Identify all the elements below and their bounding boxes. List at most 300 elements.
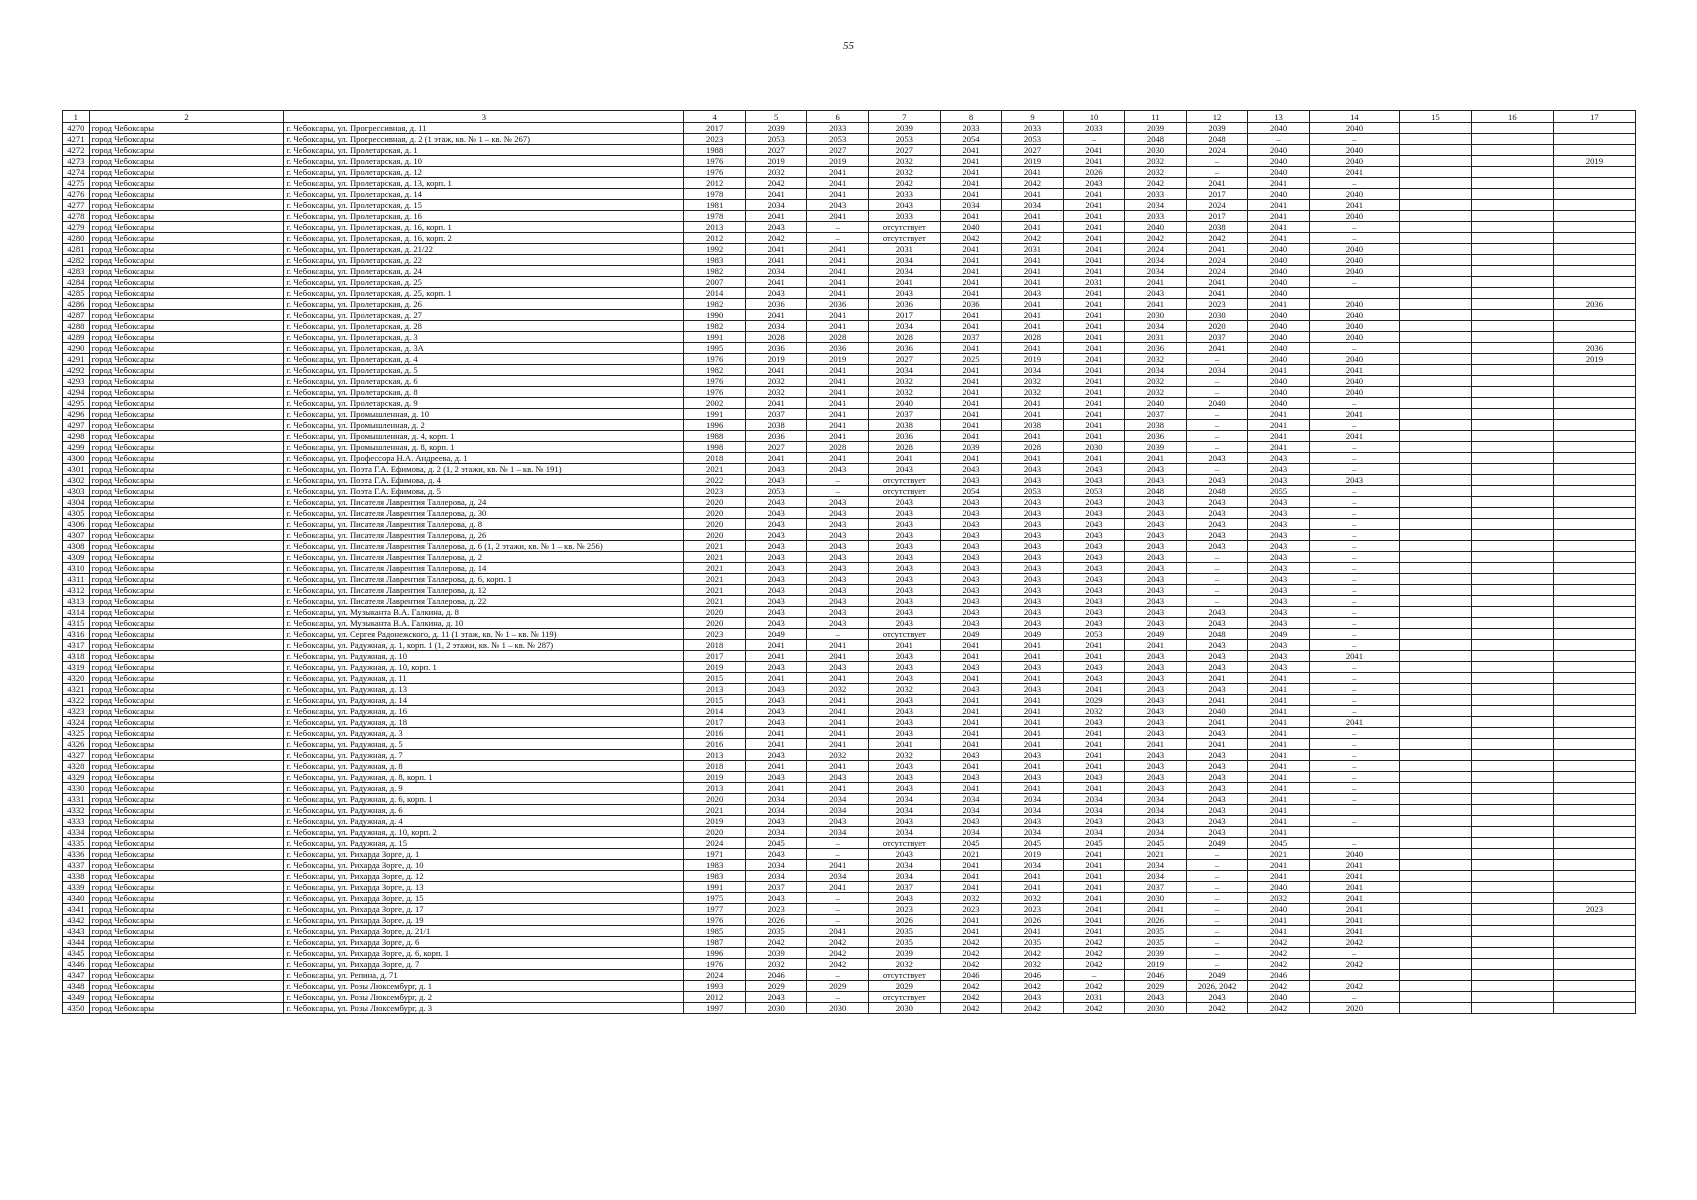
table-cell: 2039 [1125, 442, 1187, 453]
column-header: 10 [1063, 111, 1125, 123]
table-cell: – [1309, 684, 1399, 695]
table-cell: – [807, 992, 869, 1003]
table-cell: 2041 [1248, 233, 1310, 244]
table-cell: 2043 [1186, 497, 1248, 508]
table-cell: 2034 [1125, 860, 1187, 871]
table-cell [1400, 926, 1472, 937]
table-cell: 2043 [1125, 772, 1187, 783]
table-cell: 2041 [1002, 255, 1064, 266]
table-cell: 2043 [745, 684, 807, 695]
table-cell [1400, 343, 1472, 354]
column-header: 15 [1400, 111, 1472, 123]
table-cell: г. Чебоксары, ул. Пролетарская, д. 10 [284, 156, 684, 167]
table-cell: 2043 [1063, 464, 1125, 475]
table-cell: 2040 [1248, 266, 1310, 277]
table-cell: 2041 [1248, 772, 1310, 783]
table-cell: 2041 [807, 365, 869, 376]
table-cell: 2043 [1002, 563, 1064, 574]
table-cell: 2040 [1248, 167, 1310, 178]
table-cell: 2031 [1063, 992, 1125, 1003]
table-cell: 2043 [807, 200, 869, 211]
table-cell: 2034 [868, 255, 940, 266]
table-cell: 2043 [745, 475, 807, 486]
table-cell: 1976 [684, 915, 746, 926]
table-cell: – [1186, 959, 1248, 970]
table-cell: – [1186, 926, 1248, 937]
table-cell [1400, 508, 1472, 519]
table-cell: 2041 [1186, 739, 1248, 750]
table-cell: 2041 [940, 695, 1002, 706]
table-cell: 2026 [1125, 915, 1187, 926]
table-cell: 2048 [1125, 134, 1187, 145]
table-cell [1400, 321, 1472, 332]
table-row [63, 915, 1636, 926]
table-cell: 2042 [1309, 981, 1399, 992]
table-cell [1471, 794, 1553, 805]
table-cell: 2041 [1309, 860, 1399, 871]
table-cell: – [1186, 387, 1248, 398]
table-cell: 2041 [1002, 409, 1064, 420]
table-cell: 2028 [1002, 332, 1064, 343]
table-cell: 2040 [1248, 882, 1310, 893]
table-cell: 2041 [1125, 904, 1187, 915]
table-cell: 2018 [684, 761, 746, 772]
table-cell: 2037 [745, 882, 807, 893]
table-cell: 2043 [1125, 783, 1187, 794]
table-cell: 2030 [1125, 893, 1187, 904]
table-cell [1471, 761, 1553, 772]
table-cell: 2043 [745, 607, 807, 618]
table-cell: 2034 [807, 805, 869, 816]
table-row [63, 299, 1636, 310]
table-cell: 4299 [63, 442, 90, 453]
table-cell: город Чебоксары [89, 629, 284, 640]
table-cell: 2018 [684, 453, 746, 464]
table-cell: 2041 [940, 376, 1002, 387]
table-cell: 2041 [807, 706, 869, 717]
table-cell: 4310 [63, 563, 90, 574]
table-row [63, 596, 1636, 607]
table-cell: 2043 [1002, 497, 1064, 508]
table-cell: 2037 [1125, 882, 1187, 893]
table-cell: – [1186, 871, 1248, 882]
table-cell [1553, 750, 1635, 761]
table-cell: – [1309, 442, 1399, 453]
table-cell: 2043 [1248, 453, 1310, 464]
table-cell: 2041 [940, 266, 1002, 277]
table-row [63, 849, 1636, 860]
table-cell [1553, 552, 1635, 563]
table-cell: 4276 [63, 189, 90, 200]
table-cell [1471, 981, 1553, 992]
table-cell [1553, 431, 1635, 442]
table-cell: 2043 [868, 519, 940, 530]
table-cell: 2048 [1186, 134, 1248, 145]
table-cell: 2043 [1063, 607, 1125, 618]
table-cell: 2043 [807, 497, 869, 508]
table-cell [1471, 552, 1553, 563]
table-cell: 4326 [63, 739, 90, 750]
table-cell: 2032 [807, 750, 869, 761]
table-cell: 2041 [1248, 860, 1310, 871]
table-cell [1471, 992, 1553, 1003]
table-cell: 2041 [940, 365, 1002, 376]
table-cell [1400, 937, 1472, 948]
table-cell: г. Чебоксары, ул. Пролетарская, д. 16, корп. 2 [284, 233, 684, 244]
table-cell: 2041 [1248, 365, 1310, 376]
table-row [63, 123, 1636, 134]
table-cell: 2034 [745, 321, 807, 332]
table-cell: отсутствует [868, 486, 940, 497]
table-cell: 2041 [745, 398, 807, 409]
table-row [63, 200, 1636, 211]
table-cell: город Чебоксары [89, 673, 284, 684]
table-cell: 2043 [868, 563, 940, 574]
table-cell: г. Чебоксары, ул. Розы Люксембург, д. 1 [284, 981, 684, 992]
table-cell: 2033 [807, 123, 869, 134]
table-cell: город Чебоксары [89, 893, 284, 904]
table-cell [1400, 772, 1472, 783]
table-cell: 2043 [868, 596, 940, 607]
table-cell: город Чебоксары [89, 805, 284, 816]
column-header: 8 [940, 111, 1002, 123]
table-cell: 2043 [868, 662, 940, 673]
table-cell: – [1186, 948, 1248, 959]
table-cell: 2045 [1248, 838, 1310, 849]
table-cell: 2041 [807, 376, 869, 387]
table-row [63, 838, 1636, 849]
table-cell: 2043 [807, 772, 869, 783]
table-cell: 2041 [1002, 695, 1064, 706]
table-cell: 2034 [868, 266, 940, 277]
table-row [63, 453, 1636, 464]
table-cell: 2053 [1002, 134, 1064, 145]
table-cell: город Чебоксары [89, 233, 284, 244]
table-cell: 2041 [940, 409, 1002, 420]
table-cell: г. Чебоксары, ул. Рихарда Зорге, д. 17 [284, 904, 684, 915]
table-cell: 2019 [745, 156, 807, 167]
table-cell: – [1309, 662, 1399, 673]
table-cell: 2039 [1186, 123, 1248, 134]
table-cell [1400, 288, 1472, 299]
table-cell: 2043 [1125, 475, 1187, 486]
table-cell [1400, 948, 1472, 959]
table-cell: 2032 [1002, 387, 1064, 398]
table-cell: город Чебоксары [89, 728, 284, 739]
table-cell: 2041 [1002, 211, 1064, 222]
table-cell: 2034 [940, 827, 1002, 838]
table-cell: 2043 [1063, 552, 1125, 563]
table-cell [1553, 266, 1635, 277]
table-cell [1471, 244, 1553, 255]
table-row [63, 244, 1636, 255]
table-cell: 2023 [684, 134, 746, 145]
table-cell: 1976 [684, 167, 746, 178]
table-cell: 2040 [1248, 244, 1310, 255]
table-cell: 4341 [63, 904, 90, 915]
table-cell: 2043 [1002, 552, 1064, 563]
table-cell: 1971 [684, 849, 746, 860]
table-cell [1553, 134, 1635, 145]
table-cell: 2041 [1248, 915, 1310, 926]
table-cell: 2041 [745, 673, 807, 684]
table-cell: 2043 [868, 200, 940, 211]
table-cell: город Чебоксары [89, 486, 284, 497]
table-cell: г. Чебоксары, ул. Радужная, д. 10 [284, 651, 684, 662]
table-cell: 1975 [684, 893, 746, 904]
table-cell: 4309 [63, 552, 90, 563]
table-cell: 2036 [1553, 343, 1635, 354]
table-cell: 2045 [1002, 838, 1064, 849]
table-cell: г. Чебоксары, ул. Писателя Лаврентия Таллерова, д. 30 [284, 508, 684, 519]
table-cell: 2027 [745, 145, 807, 156]
table-cell: 4285 [63, 288, 90, 299]
table-cell: г. Чебоксары, ул. Промышленная, д. 4, корп. 1 [284, 431, 684, 442]
table-cell: 1991 [684, 332, 746, 343]
table-cell: г. Чебоксары, ул. Пролетарская, д. 24 [284, 266, 684, 277]
table-cell: 2041 [940, 926, 1002, 937]
table-cell: 2041 [1248, 926, 1310, 937]
table-cell: 2041 [1063, 783, 1125, 794]
table-cell: г. Чебоксары, ул. Розы Люксембург, д. 2 [284, 992, 684, 1003]
table-cell: 2020 [684, 497, 746, 508]
table-cell: 2030 [868, 1003, 940, 1014]
table-cell: 2041 [1063, 750, 1125, 761]
table-cell: г. Чебоксары, ул. Писателя Лаврентия Таллерова, д. 6, корп. 1 [284, 574, 684, 585]
table-cell: г. Чебоксары, ул. Пролетарская, д. 25, корп. 1 [284, 288, 684, 299]
table-cell: 2027 [1002, 145, 1064, 156]
table-cell: 2029 [1063, 695, 1125, 706]
table-cell: 2041 [807, 926, 869, 937]
table-cell: 4281 [63, 244, 90, 255]
table-cell: 2043 [868, 772, 940, 783]
table-cell: 2034 [1125, 255, 1187, 266]
table-row [63, 497, 1636, 508]
table-cell [1400, 651, 1472, 662]
table-cell: – [1309, 420, 1399, 431]
table-cell: 2020 [684, 607, 746, 618]
table-cell: 2034 [1125, 827, 1187, 838]
table-cell: 4278 [63, 211, 90, 222]
table-cell: 2041 [1186, 178, 1248, 189]
table-cell: 2043 [1063, 178, 1125, 189]
table-cell: 2043 [1002, 574, 1064, 585]
table-cell [1400, 607, 1472, 618]
table-cell [1553, 420, 1635, 431]
table-cell [1400, 992, 1472, 1003]
table-cell: город Чебоксары [89, 508, 284, 519]
table-cell: город Чебоксары [89, 651, 284, 662]
table-cell: 2043 [940, 772, 1002, 783]
table-cell: 2041 [745, 453, 807, 464]
table-cell: 2043 [807, 464, 869, 475]
table-cell: – [1309, 607, 1399, 618]
table-cell [1400, 640, 1472, 651]
table-cell: 2034 [1125, 794, 1187, 805]
table-cell: 2040 [1248, 343, 1310, 354]
table-cell: 2041 [807, 288, 869, 299]
table-cell: – [1309, 618, 1399, 629]
table-cell: 2031 [1002, 244, 1064, 255]
table-cell: 2033 [868, 211, 940, 222]
table-cell [1400, 970, 1472, 981]
table-cell [1553, 123, 1635, 134]
table-cell: 2041 [1063, 871, 1125, 882]
table-cell [1553, 959, 1635, 970]
table-cell: 2036 [868, 343, 940, 354]
table-row [63, 288, 1636, 299]
table-cell: 4319 [63, 662, 90, 673]
table-cell: 2038 [745, 420, 807, 431]
table-cell: 2048 [1125, 486, 1187, 497]
table-cell [1400, 299, 1472, 310]
table-cell: 2014 [684, 706, 746, 717]
table-cell: 4330 [63, 783, 90, 794]
table-cell: 2043 [1125, 288, 1187, 299]
table-cell: – [1309, 453, 1399, 464]
table-cell [1471, 475, 1553, 486]
table-row [63, 607, 1636, 618]
table-cell: 2043 [1125, 552, 1187, 563]
table-cell: 2032 [807, 684, 869, 695]
table-cell: 2041 [745, 189, 807, 200]
table-cell: 4317 [63, 640, 90, 651]
table-cell: 2021 [684, 563, 746, 574]
table-cell: 2043 [940, 475, 1002, 486]
table-cell: 2041 [1002, 651, 1064, 662]
table-cell [1471, 706, 1553, 717]
table-cell [1553, 189, 1635, 200]
table-cell: 2043 [745, 772, 807, 783]
table-cell [1553, 409, 1635, 420]
table-cell: 2041 [1002, 783, 1064, 794]
table-cell: 2041 [745, 365, 807, 376]
table-cell: 2043 [745, 706, 807, 717]
table-cell: 2041 [1248, 178, 1310, 189]
table-cell: 4325 [63, 728, 90, 739]
table-cell [1471, 222, 1553, 233]
table-cell: г. Чебоксары, ул. Радужная, д. 11 [284, 673, 684, 684]
column-header: 11 [1125, 111, 1187, 123]
table-cell: 2043 [1063, 673, 1125, 684]
table-cell: 2041 [940, 420, 1002, 431]
table-cell: 2041 [1309, 717, 1399, 728]
table-cell: г. Чебоксары, ул. Поэта Г.А. Ефимова, д. 5 [284, 486, 684, 497]
table-cell: – [1063, 970, 1125, 981]
table-cell: 2043 [1248, 651, 1310, 662]
table-cell: 2034 [1002, 860, 1064, 871]
table-cell: 2020 [684, 827, 746, 838]
table-cell [1553, 926, 1635, 937]
table-cell: 4320 [63, 673, 90, 684]
table-cell: 2018 [684, 640, 746, 651]
table-cell: 2041 [940, 288, 1002, 299]
table-cell: 2032 [745, 387, 807, 398]
table-cell [1471, 431, 1553, 442]
table-cell: 2034 [745, 266, 807, 277]
table-cell [1471, 805, 1553, 816]
table-cell [1471, 673, 1553, 684]
table-cell: 2043 [1125, 761, 1187, 772]
table-cell: г. Чебоксары, ул. Рихарда Зорге, д. 21/1 [284, 926, 684, 937]
table-row [63, 970, 1636, 981]
table-cell: 2043 [1002, 992, 1064, 1003]
table-cell: город Чебоксары [89, 937, 284, 948]
table-cell: 2037 [868, 882, 940, 893]
table-cell: 2041 [1248, 783, 1310, 794]
table-cell: 2043 [745, 519, 807, 530]
table-cell: г. Чебоксары, ул. Радужная, д. 4 [284, 816, 684, 827]
table-cell: 1976 [684, 354, 746, 365]
table-cell [1400, 673, 1472, 684]
table-cell: 2023 [940, 904, 1002, 915]
table-cell: г. Чебоксары, ул. Пролетарская, д. 13, корп. 1 [284, 178, 684, 189]
table-cell: город Чебоксары [89, 761, 284, 772]
table-cell: город Чебоксары [89, 739, 284, 750]
table-cell: г. Чебоксары, ул. Пролетарская, д. 28 [284, 321, 684, 332]
table-cell: 2043 [1186, 750, 1248, 761]
table-cell: 2021 [684, 541, 746, 552]
table-cell: – [1186, 552, 1248, 563]
table-cell: город Чебоксары [89, 134, 284, 145]
table-cell: 2034 [868, 794, 940, 805]
table-cell: – [1186, 596, 1248, 607]
table-cell: 4274 [63, 167, 90, 178]
table-cell: 2040 [1248, 398, 1310, 409]
table-cell: 2041 [1063, 684, 1125, 695]
table-cell: 2034 [868, 871, 940, 882]
table-cell: – [1309, 739, 1399, 750]
table-cell: город Чебоксары [89, 860, 284, 871]
table-cell: – [1186, 893, 1248, 904]
table-cell: г. Чебоксары, ул. Репина, д. 71 [284, 970, 684, 981]
table-row [63, 728, 1636, 739]
table-cell: 2043 [807, 519, 869, 530]
table-cell: 2029 [807, 981, 869, 992]
table-cell: 2043 [1186, 640, 1248, 651]
table-cell: 1982 [684, 365, 746, 376]
table-cell: 2033 [1063, 123, 1125, 134]
table-cell: 4329 [63, 772, 90, 783]
table-cell [1553, 596, 1635, 607]
table-cell: 2043 [1186, 783, 1248, 794]
table-cell: г. Чебоксары, ул. Пролетарская, д. 6 [284, 376, 684, 387]
table-cell: отсутствует [868, 233, 940, 244]
table-cell: 2042 [940, 937, 1002, 948]
table-cell: город Чебоксары [89, 915, 284, 926]
table-row [63, 409, 1636, 420]
table-cell: город Чебоксары [89, 871, 284, 882]
table-cell: – [1186, 167, 1248, 178]
table-cell: 4305 [63, 508, 90, 519]
table-cell: 2041 [1002, 882, 1064, 893]
table-cell: 2040 [1309, 211, 1399, 222]
table-row [63, 310, 1636, 321]
table-cell: 2032 [1248, 893, 1310, 904]
table-cell [1471, 409, 1553, 420]
table-cell: 2040 [1248, 354, 1310, 365]
table-cell: 2034 [1125, 805, 1187, 816]
table-cell: 4272 [63, 145, 90, 156]
table-cell: 2041 [1002, 189, 1064, 200]
table-cell: 2012 [684, 178, 746, 189]
table-cell [1400, 211, 1472, 222]
table-cell [1553, 651, 1635, 662]
table-row [63, 365, 1636, 376]
table-cell [1553, 464, 1635, 475]
table-cell: 2032 [1002, 376, 1064, 387]
table-cell [1553, 629, 1635, 640]
